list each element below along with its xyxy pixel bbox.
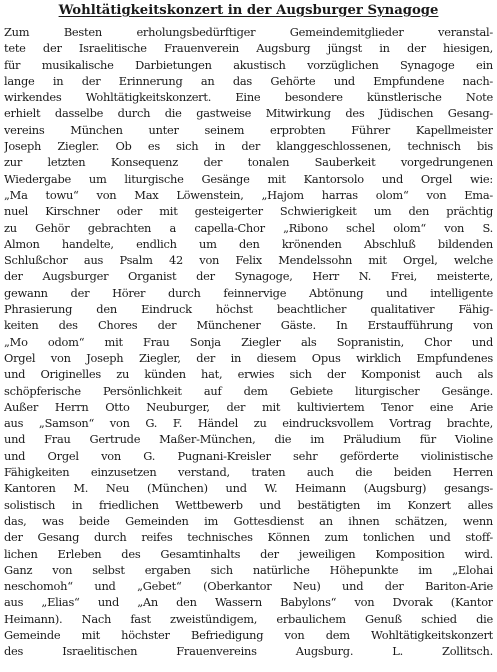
article-line: wirkendes Wohltätigkeitskonzert. Eine besondere künstlerische Note — [4, 90, 493, 105]
article-line: Phrasierung den Eindruck höchst beachtlicher qualitativer Fähig- — [4, 302, 493, 317]
article-line: keiten des Chores der Münchener Gäste. In Erstaufführung von — [4, 318, 493, 333]
article-line: Kantoren M. Neu (München) und W. Heimann (Augsburg) gesangs- — [4, 481, 493, 496]
article-line: aus „Samson“ von G. F. Händel zu eindrucksvollem Vortrag brachte, — [4, 416, 493, 431]
article-line: Zum Besten erholungsbedürftiger Gemeindemitglieder veranstal- — [4, 25, 493, 39]
article-line: der Augsburger Organist der Synagoge, Herr N. Frei, meisterte, — [4, 269, 493, 284]
article-line: lange in der Erinnerung an das Gehörte und Empfundene nach- — [4, 73, 493, 88]
article-line: Almon handelte, endlich um den krönenden Abschluß bildenden — [4, 236, 493, 251]
article-body — [4, 24, 493, 660]
article-line: Orgel von Joseph Ziegler, der in diesem Opus wirklich Empfundenes — [4, 350, 493, 365]
article-line: Joseph Ziegler. Ob es sich in der klanggeschlossenen, technisch bis — [4, 139, 493, 154]
article-line: Ganz von selbst ergaben sich natürliche Höhepunkte im „Elohai — [4, 562, 493, 577]
article-line: tete der Israelitische Frauenverein Augsburg jüngst in der hiesigen, — [4, 41, 493, 56]
article-line: zur letzten Konsequenz der tonalen Sauberkeit vorgedrungenen — [4, 155, 493, 170]
article-line: aus „Elias“ und „An den Wassern Babylons“ von Dvorak (Kantor — [4, 595, 493, 610]
article-line: nuel Kirschner oder mit gesteigerter Schwierigkeit um den prächtig — [4, 204, 493, 219]
article-line: erhielt dasselbe durch die gastweise Mitwirkung des Jüdischen Gesang- — [4, 106, 493, 121]
newspaper-article — [4, 2, 493, 670]
article-line: gewann der Hörer durch feinnervige Abtönung und intelligente — [4, 285, 493, 300]
article-line: Außer Herrn Otto Neuburger, der mit kultiviertem Tenor eine Arie — [4, 399, 493, 414]
article-headline: Wohltätigkeitskonzert in der Augsburger Synagoge — [58, 3, 439, 18]
article-line: lichen Erleben des Gesamtinhalts der jeweiligen Komposition wird. — [4, 546, 493, 561]
article-line: das, was beide Gemeinden im Gottesdienst an ihnen schätzen, wenn — [4, 513, 493, 528]
article-line: „Mo odom“ mit Frau Sonja Ziegler als Sopranistin, Chor und — [4, 334, 493, 349]
article-line: und Frau Gertrude Maßer-München, die im Präludium für Violine — [4, 432, 493, 447]
article-line: und Originelles zu künden hat, erwies sich der Komponist auch als — [4, 367, 493, 382]
article-line: neschomoh“ und „Gebet“ (Oberkantor Neu) und der Bariton-Arie — [4, 579, 493, 594]
article-line: solistisch in friedlichen Wettbewerb und bestätigten im Konzert alles — [4, 497, 493, 512]
article-line: Schlußchor aus Psalm 42 von Felix Mendelssohn mit Orgel, welche — [4, 253, 493, 268]
article-line: für musikalische Darbietungen akustisch vorzüglichen Synagoge ein — [4, 57, 493, 72]
article-line: Gemeinde mit höchster Befriedigung von dem Wohltätigkeitskonzert — [4, 627, 493, 642]
article-line: und Orgel von G. Pugnani-Kreisler sehr geförderte violinistische — [4, 448, 493, 463]
article-line: des Israelitischen Frauenvereins Augsburg. L. Zollitsch. — [4, 644, 493, 659]
article-line: Wiedergabe um liturgische Gesänge mit Kantorsolo und Orgel wie: — [4, 171, 493, 186]
article-line: Fähigkeiten einzusetzen verstand, traten auch die beiden Herren — [4, 465, 493, 480]
article-line: der Gesang durch reifes technisches Können zum tonlichen und stoff- — [4, 530, 493, 545]
article-line: „Ma towu“ von Max Löwenstein, „Hajom harras olom“ von Ema- — [4, 187, 493, 202]
article-line: Heimann). Nach fast zweistündigem, erbaulichem Genuß schied die — [4, 611, 493, 626]
article-line: zu Gehör gebrachten a capella-Chor „Ribono schel olom“ von S. — [4, 220, 493, 235]
article-line: vereins München unter seinem erprobten Führer Kapellmeister — [4, 122, 493, 137]
article-line: schöpferische Persönlichkeit auf dem Gebiete liturgischer Gesänge. — [4, 383, 493, 398]
